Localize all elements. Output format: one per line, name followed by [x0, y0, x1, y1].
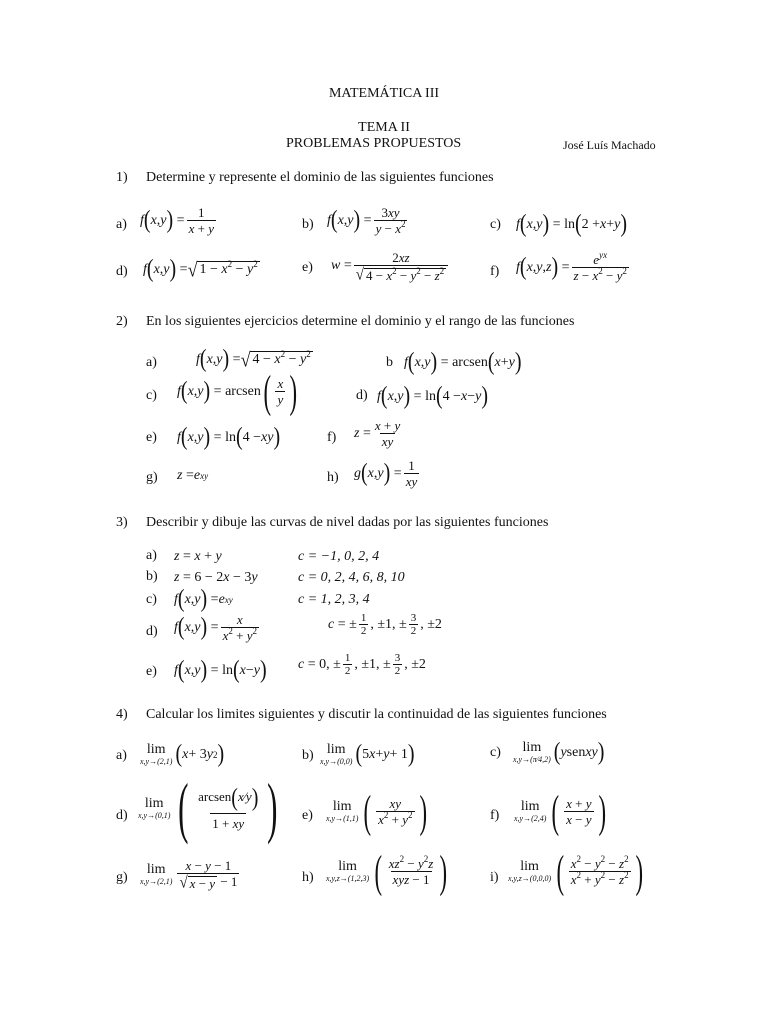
s4-formula-f: lim x,y→(2,4) ( $\frac{x + y}{x - y}$ ) [514, 786, 606, 837]
s3-level-d: c = ± $\frac{1}{2}$ , ±1, ± $\frac{3}{2}$ , ±2 [328, 612, 442, 637]
s1-formula-e: w = 2xz √ $4 - x^2 - y^2 - z^2$ [331, 250, 450, 283]
s1-label-d: d) [116, 264, 128, 279]
s2-label-f: f) [327, 430, 337, 445]
s4-label-d: d) [116, 808, 128, 823]
s4-formula-b: lim x,y→(0,0) ( 5 x + y + 1 ) [320, 740, 415, 768]
s3-label-e: e) [146, 664, 157, 679]
tema-title: TEMA II [358, 120, 410, 135]
s3-formula-a: z = x + y [174, 549, 222, 564]
s4-label-b: b) [302, 748, 314, 763]
s4-label-i: i) [490, 870, 499, 885]
s1-label-c: c) [490, 217, 501, 232]
s4-formula-c: lim x,y→(π⁄4,2) ( y sen xy ) [513, 738, 605, 766]
section-2-number: 2) [116, 314, 128, 329]
section-3-text: Describir y dibuje las curvas de nivel dadas por las siguientes funciones [146, 515, 549, 530]
s1-label-f: f) [490, 264, 500, 279]
s2-formula-h: g ( x , y ) = $\frac{1}{xy}$ [354, 458, 418, 489]
s4-label-a: a) [116, 748, 127, 763]
s2-label-e: e) [146, 430, 157, 445]
s2-formula-f: z = $\frac{x + y}{xy}$ [354, 418, 401, 449]
s3-formula-d: f ( x , y ) = $\frac{x}{x^2 + y^2}$ [174, 612, 257, 643]
s2-formula-b: f ( x , y ) = arcsen ( x + y ) [404, 348, 522, 376]
section-4-text: Calcular los limites siguientes y discutir la continuidad de las siguientes funciones [146, 707, 607, 722]
s1-formula-f: f ( x , y , z ) = $\frac{e^{yx}}{z - x^2 - y^2}$ [516, 250, 627, 283]
course-title: MATEMÁTICA III [328, 86, 440, 101]
subtitle: PROBLEMAS PROPUESTOS [286, 136, 462, 151]
s1-formula-d: f ( x , y ) = √ $1 - x^2 - y^2$ [143, 255, 258, 283]
s3-formula-b: z = 6 − 2x − 3y [174, 570, 258, 585]
s3-label-a: a) [146, 548, 157, 563]
s4-formula-e: lim x,y→(1,1) ( $\frac{xy}{x^2 + y^2}$ ) [326, 786, 427, 837]
s4-label-c: c) [490, 745, 501, 760]
s4-formula-d: lim x,y→(0,1) ( $\frac{\text{arcsen(x⁄y)}}{1 + xy}$ ) [138, 770, 278, 846]
s4-label-h: h) [302, 870, 314, 885]
s1-formula-a: f ( x , y ) = $\frac{1}{x + y}$ [140, 205, 214, 236]
section-1-number: 1) [116, 170, 128, 185]
s2-label-b: b [386, 355, 393, 370]
s2-formula-d: f ( x , y ) = ln ( 4 − x − y ) [377, 382, 489, 410]
s2-label-a: a) [146, 355, 157, 370]
s2-label-c: c) [146, 388, 157, 403]
s2-formula-e: f ( x , y ) = ln ( 4 − xy ) [177, 423, 281, 451]
s2-formula-c: f ( x , y ) = arcsen ( $\frac{x}{y}$ ) [177, 366, 298, 417]
section-2-text: En los siguientes ejercicios determine el dominio y el rango de las funciones [146, 314, 575, 329]
section-4-number: 4) [116, 707, 128, 722]
s3-level-c: c = 1, 2, 3, 4 [298, 592, 370, 607]
s1-label-a: a) [116, 217, 127, 232]
s1-label-b: b) [302, 217, 314, 232]
s3-level-b: c = 0, 2, 4, 6, 8, 10 [298, 570, 405, 585]
s4-formula-a: lim x,y→(2,1) ( x + 3 y 2 ) [140, 740, 225, 768]
s4-label-g: g) [116, 870, 128, 885]
s3-formula-e: f ( x , y ) = ln ( x − y ) [174, 656, 267, 684]
s4-formula-i: lim x,y,z→(0,0,0) ( $\frac{x^2 - y^2 - z^2}{x^2 + y^2 - z^2}$ ) [508, 846, 643, 897]
s2-formula-g: z = e xy [177, 468, 209, 483]
s2-label-h: h) [327, 470, 339, 485]
s3-label-d: d) [146, 624, 158, 639]
s3-level-e: c = 0, ± $\frac{1}{2}$ , ±1, ± $\frac{3}{2}$ , ±2 [298, 652, 426, 677]
s3-label-b: b) [146, 569, 158, 584]
s2-label-d: d) [356, 388, 368, 403]
s3-level-a: c = −1, 0, 2, 4 [298, 549, 380, 564]
s4-formula-g: lim x,y→(2,1) x − y − 1 √ x − y − 1 [140, 858, 238, 892]
s4-label-f: f) [490, 808, 500, 823]
s4-label-e: e) [302, 808, 313, 823]
s1-label-e: e) [302, 260, 313, 275]
section-3-number: 3) [116, 515, 128, 530]
s1-formula-b: f ( x , y ) = $\frac{3xy}{y - x^2}$ [327, 205, 406, 236]
s4-formula-h: lim x,y,z→(1,2,3) ( $\frac{xz^2 - y^2z}{\text{xyz − 1}}$ ) [326, 846, 448, 897]
section-1-text: Determine y represente el dominio de las siguientes funciones [146, 170, 494, 185]
author: José Luís Machado [563, 138, 656, 152]
s1-formula-c: f ( x , y ) = ln ( 2 + x + y ) [516, 210, 628, 238]
s3-label-c: c) [146, 592, 157, 607]
s3-formula-c: f ( x , y ) = e xy [174, 585, 233, 613]
s2-formula-a: f ( x , y ) = √ $4 - x^2 - y^2$ [196, 345, 311, 373]
s2-label-g: g) [146, 470, 158, 485]
